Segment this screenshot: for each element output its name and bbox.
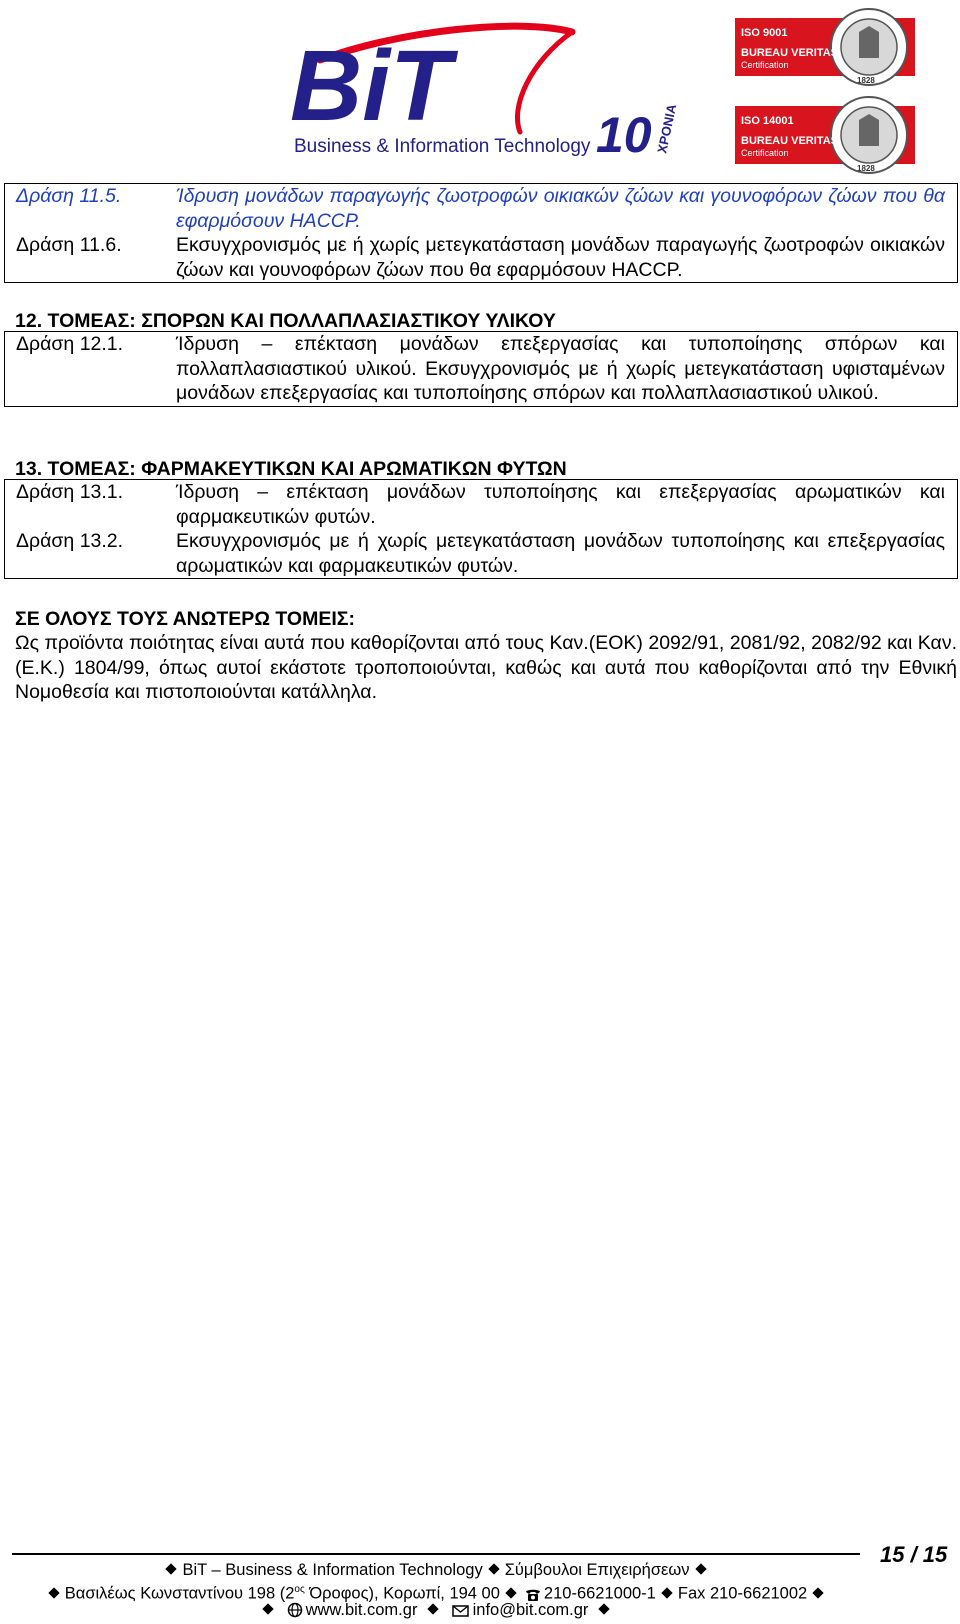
table-row: [5, 233, 958, 283]
footer-email[interactable]: info@bit.com.gr: [472, 1601, 589, 1619]
footer-company: BiT – Business & Information Technology: [182, 1561, 483, 1579]
logo-brand-text: BiT: [290, 30, 452, 142]
action-code: Δράση 13.1.: [16, 481, 124, 503]
cert2-body: BUREAU VERITAS: [741, 135, 838, 147]
diamond-bullet-icon: [166, 1563, 177, 1574]
action-description: Ίδρυση μονάδων παραγωγής ζωοτροφών οικιακών ζώων και γουνοφόρων ζώων που θα εφαρμόσουν HACCP.: [176, 185, 945, 232]
diamond-bullet-icon: [427, 1603, 438, 1614]
action-description: Εκσυγχρονισμός με ή χωρίς μετεγκατάσταση μονάδων παραγωγής ζωοτροφών οικιακών ζώων και γουνοφόρων ζώων που θα εφαρμόσουν HACCP.: [176, 234, 945, 281]
footer-role: Σύμβουλοι Επιχειρήσεων: [504, 1561, 690, 1579]
section-12-heading: 12. ΤΟΜΕΑΣ: ΣΠΟΡΩΝ ΚΑΙ ΠΟΛΛΑΠΛΑΣΙΑΣΤΙΚΟΥ ΥΛΙΚΟΥ: [15, 310, 556, 332]
footer-fax: Fax 210-6621002: [677, 1584, 808, 1603]
mail-icon: [452, 1604, 470, 1618]
diamond-bullet-icon: [262, 1603, 273, 1614]
diamond-bullet-icon: [505, 1587, 516, 1598]
section-13-heading: 13. ΤΟΜΕΑΣ: ΦΑΡΜΑΚΕΥΤΙΚΩΝ ΚΑΙ ΑΡΩΜΑΤΙΚΩΝ ΦΥΤΩΝ: [15, 458, 567, 480]
footer-divider: [12, 1553, 860, 1555]
table-row: [5, 529, 958, 579]
cert1-body: BUREAU VERITAS: [741, 47, 838, 59]
footer-line-web: [12, 1600, 860, 1620]
logo-tagline-text: Business & Information Technology: [294, 136, 591, 157]
action-description: Εκσυγχρονισμός με ή χωρίς μετεγκατάσταση μονάδων τυποποίησης και επεξεργασίας αρωματικών και φαρμακευτικών φυτών.: [176, 530, 945, 577]
cert1-label: Certification: [741, 60, 789, 70]
logo-anniv-number: 10: [596, 107, 652, 162]
footer-line-company: [12, 1560, 860, 1580]
action-code: Δράση 11.5.: [16, 185, 122, 207]
cert1-year: 1828: [857, 76, 875, 85]
diamond-bullet-icon: [48, 1587, 59, 1598]
diamond-bullet-icon: [661, 1587, 672, 1598]
footer-address-pre: Βασιλέως Κωνσταντίνου 198 (2: [64, 1584, 295, 1603]
actions-table-12: [4, 331, 958, 407]
footer-website[interactable]: www.bit.com.gr: [305, 1601, 418, 1619]
action-code: Δράση 11.6.: [16, 234, 122, 256]
footer-phone: 210-6621000-1: [543, 1584, 656, 1603]
iso-14001-certification-badge: [735, 96, 915, 174]
all-sectors-paragraph: Ως προϊόντα ποιότητας είναι αυτά που καθορίζονται από τους Καν.(ΕΟΚ) 2092/91, 2081/92, 2082/92 και Καν.(Ε.Κ.) 1804/99, όπως αυτοί εκάστοτε τροποποιούνται, καθώς και αυτά που καθορίζονται από την Εθνική Νομοθεσία και πιστοποιούνται κατάλληλα.: [15, 632, 957, 703]
table-row: [5, 184, 958, 234]
cert1-standard: ISO 9001: [741, 27, 788, 39]
action-code: Δράση 13.2.: [16, 530, 124, 552]
footer-address-post: Όροφος), Κορωπί, 194 00: [304, 1584, 500, 1603]
diamond-bullet-icon: [695, 1563, 706, 1574]
all-sectors-heading: ΣΕ ΟΛΟΥΣ ΤΟΥΣ ΑΝΩΤΕΡΩ ΤΟΜΕΙΣ:: [15, 608, 355, 630]
actions-table-13: [4, 479, 958, 579]
diamond-bullet-icon: [813, 1587, 824, 1598]
logo-anniv-word: ΧΡΟΝΙΑ: [654, 102, 680, 155]
cert2-label: Certification: [741, 148, 789, 158]
diamond-bullet-icon: [488, 1563, 499, 1574]
page-number: 15 / 15: [880, 1542, 948, 1567]
cert2-standard: ISO 14001: [741, 115, 794, 127]
globe-icon: [287, 1602, 303, 1618]
footer-address-sup: ος: [294, 1584, 305, 1595]
actions-table-11: [4, 183, 958, 283]
table-row: [5, 332, 958, 407]
action-description: Ίδρυση – επέκταση μονάδων επεξεργασίας και τυποποίησης σπόρων και πολλαπλασιαστικού υλικού. Εκσυγχρονισμός με ή χωρίς μετεγκατάσταση υφισταμένων μονάδων επεξεργασίας και τυποποίησης σπόρων και πολλαπλασιαστικού υλικού.: [176, 333, 945, 404]
bit-logo: [290, 12, 710, 162]
table-row: [5, 480, 958, 530]
cert2-year: 1828: [857, 164, 875, 173]
action-description: Ίδρυση – επέκταση μονάδων τυποποίησης και επεξεργασίας αρωματικών και φαρμακευτικών φυτών.: [176, 481, 945, 528]
diamond-bullet-icon: [598, 1603, 609, 1614]
iso-9001-certification-badge: [735, 8, 915, 86]
action-code: Δράση 12.1.: [16, 333, 124, 355]
